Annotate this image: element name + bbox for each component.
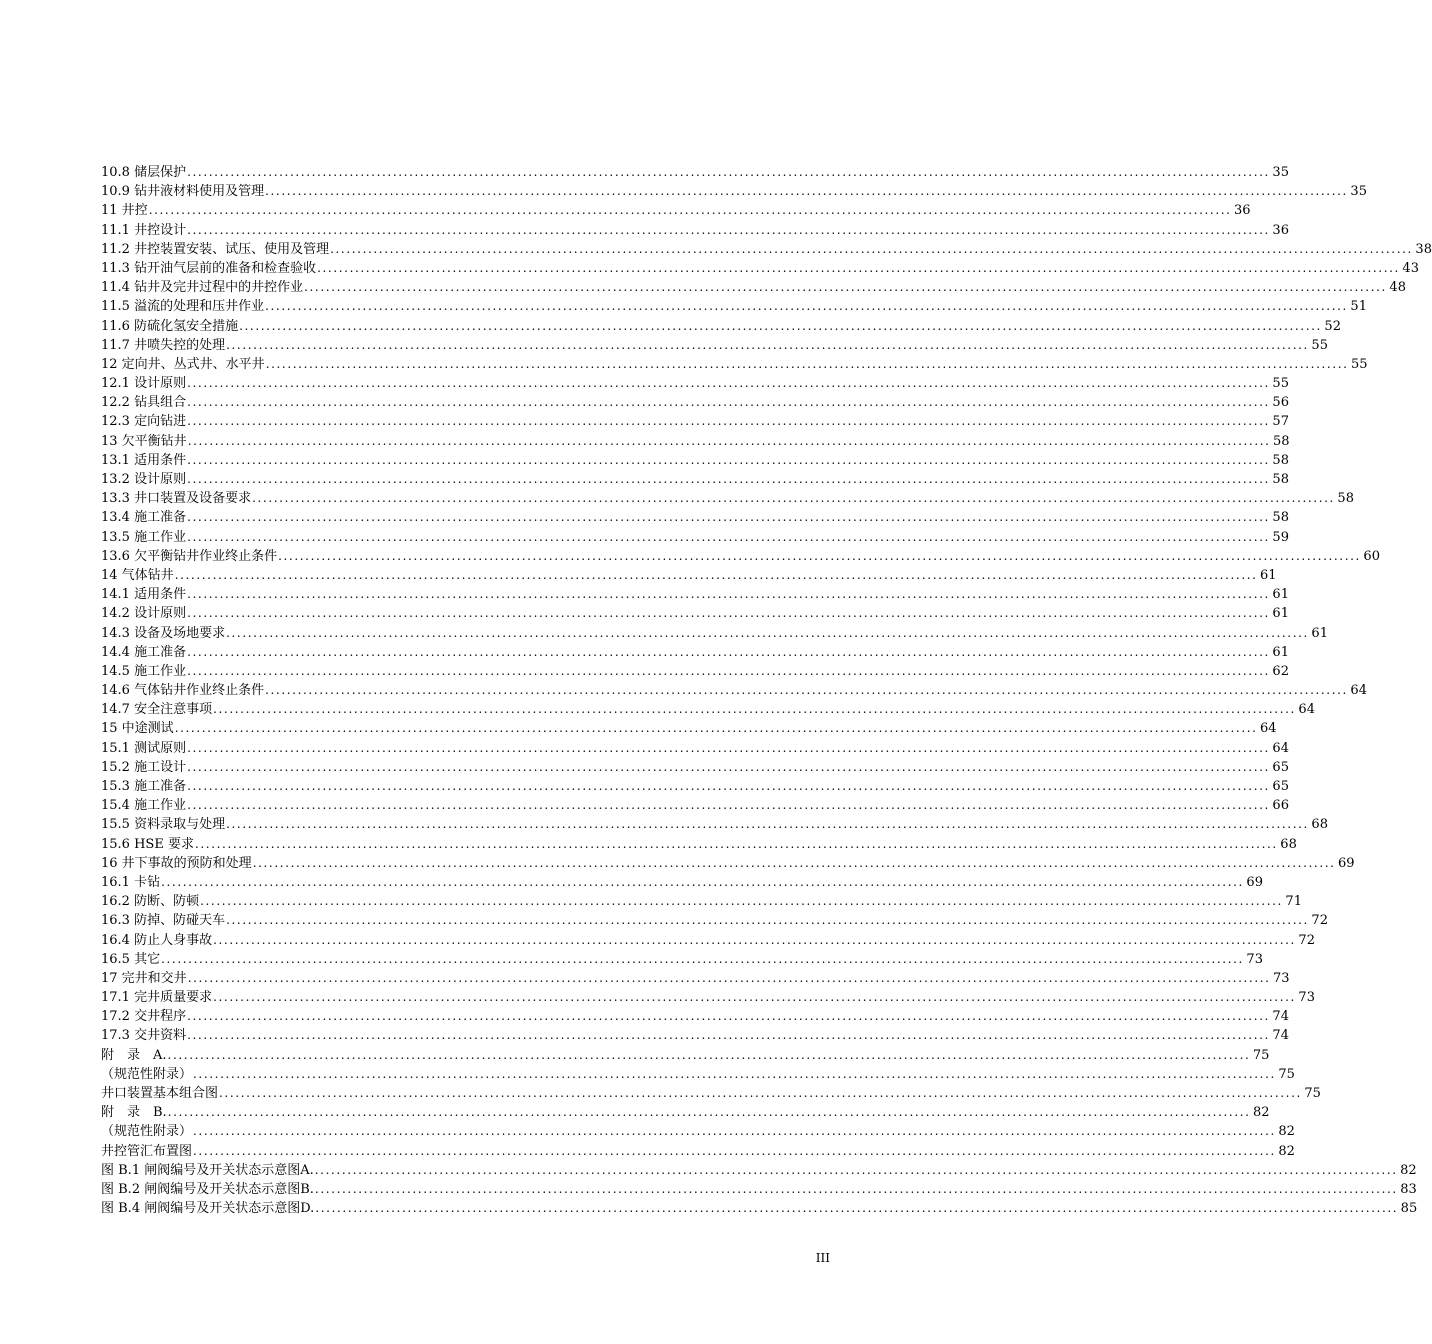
toc-entry-label: 11.7 井喷失控的处理 (101, 337, 226, 353)
toc-entry-label: 井控管汇布置图 (101, 1143, 193, 1159)
toc-entry-label: 10.9 钻井液材料使用及管理 (101, 184, 265, 200)
toc-entry-page: 61 (1260, 567, 1277, 583)
toc-entry-page: 43 (1402, 260, 1419, 276)
toc-leader-dots: ........................................................................................................................................................................................................ (213, 932, 1296, 947)
toc-entry-page: 68 (1311, 817, 1328, 833)
toc-entry[interactable] (101, 777, 1289, 796)
toc-entry-label: 图 B.1 闸阀编号及开关状态示意图A. (101, 1162, 314, 1178)
toc-entry-label: 12.1 设计原则 (101, 376, 187, 392)
toc-entry[interactable] (101, 950, 1263, 969)
toc-entry-page: 65 (1272, 759, 1289, 775)
toc-leader-dots: ........................................................................................................................................................................................................ (314, 1181, 1398, 1196)
toc-entry-label: 14.4 施工准备 (101, 644, 187, 660)
toc-leader-dots: ........................................................................................................................................................................................................ (265, 356, 1349, 371)
toc-entry-page: 69 (1338, 855, 1355, 871)
toc-entry-page: 55 (1272, 376, 1289, 392)
toc-entry[interactable] (101, 336, 1328, 355)
toc-leader-dots: ........................................................................................................................................................................................................ (304, 280, 1387, 295)
toc-entry-page: 64 (1298, 702, 1315, 718)
toc-entry[interactable] (101, 854, 1355, 873)
toc-entry-label: 15.1 测试原则 (101, 740, 187, 756)
toc-entry[interactable] (101, 1161, 1417, 1180)
toc-entry[interactable] (101, 1199, 1418, 1218)
toc-leader-dots: ........................................................................................................................................................................................................ (187, 606, 1270, 621)
toc-entry-page: 65 (1272, 779, 1289, 794)
toc-leader-dots: ........................................................................................................................................................................................................ (187, 798, 1270, 813)
toc-entry-page: 58 (1273, 433, 1290, 449)
toc-leader-dots: ........................................................................................................................................................................................................ (213, 990, 1296, 1005)
toc-entry-label: 15.2 施工设计 (101, 759, 187, 775)
toc-entry-label: 17 完井和交井 (101, 970, 187, 986)
toc-entry-page: 38 (1415, 241, 1432, 257)
toc-leader-dots: ........................................................................................................................................................................................................ (167, 1105, 1251, 1120)
toc-entry[interactable] (101, 1103, 1270, 1122)
toc-entry-page: 35 (1272, 165, 1289, 180)
toc-entry-label: 16.5 其它 (101, 951, 161, 967)
toc-entry-label: 11.1 井控设计 (101, 222, 187, 238)
toc-entry[interactable] (101, 815, 1328, 834)
toc-leader-dots: ........................................................................................................................................................................................................ (187, 740, 1270, 755)
toc-entry-label: 16 井下事故的预防和处理 (101, 855, 252, 871)
toc-entry-label: 12.2 钻具组合 (101, 395, 187, 411)
toc-entry-page: 64 (1260, 721, 1277, 737)
toc-entry-label: 12 定向井、丛式井、水平井 (101, 356, 265, 372)
toc-leader-dots: ........................................................................................................................................................................................................ (278, 548, 1361, 563)
toc-leader-dots: ........................................................................................................................................................................................................ (148, 203, 1232, 218)
toc-entry-page: 82 (1253, 1105, 1270, 1121)
toc-leader-dots: ........................................................................................................................................................................................................ (252, 855, 1336, 870)
toc-entry-page: 72 (1311, 913, 1328, 929)
toc-entry-label: 17.3 交井资料 (101, 1028, 187, 1044)
toc-entry-label: 附 录 A. (101, 1047, 167, 1063)
toc-leader-dots: ........................................................................................................................................................................................................ (200, 894, 1283, 909)
toc-entry[interactable] (101, 221, 1289, 240)
toc-entry-page: 74 (1272, 1028, 1289, 1044)
toc-entry-label: 11.3 钻开油气层前的准备和检查验收 (101, 260, 317, 276)
toc-entry-page: 61 (1272, 587, 1289, 603)
toc-entry[interactable] (101, 931, 1315, 950)
toc-leader-dots: ........................................................................................................................................................................................................ (194, 836, 1278, 851)
toc-entry-label: 15 中途测试 (101, 721, 174, 737)
toc-leader-dots: ........................................................................................................................................................................................................ (265, 184, 1348, 199)
toc-entry-page: 82 (1400, 1162, 1417, 1178)
toc-leader-dots: ........................................................................................................................................................................................................ (187, 779, 1270, 793)
toc-entry-page: 35 (1350, 184, 1367, 200)
toc-entry-label: 图 B.2 闸阀编号及开关状态示意图B. (101, 1181, 314, 1197)
toc-entry-page: 73 (1273, 970, 1290, 986)
toc-leader-dots: ........................................................................................................................................................................................................ (187, 663, 1270, 678)
toc-entry-page: 61 (1272, 644, 1289, 660)
toc-entry-label: 井口装置基本组合图 (101, 1086, 219, 1101)
toc-entry-page: 75 (1278, 1066, 1295, 1082)
toc-entry[interactable] (101, 1084, 1321, 1103)
toc-entry[interactable] (101, 278, 1406, 297)
toc-entry-label: 15.4 施工作业 (101, 798, 187, 814)
toc-entry-label: 16.4 防止人身事故 (101, 932, 213, 948)
toc-entry-page: 58 (1337, 491, 1354, 507)
toc-entry-label: 11.6 防硫化氢安全措施 (101, 318, 239, 334)
toc-entry[interactable] (101, 412, 1289, 431)
toc-entry-page: 68 (1280, 836, 1297, 852)
toc-leader-dots: ........................................................................................................................................................................................................ (219, 1086, 1302, 1100)
toc-entry-label: 13.3 井口装置及设备要求 (101, 491, 252, 507)
toc-entry-page: 36 (1234, 203, 1251, 219)
toc-entry[interactable] (101, 662, 1289, 681)
toc-entry-page: 64 (1350, 683, 1367, 699)
toc-entry[interactable] (101, 892, 1302, 911)
toc-entry-page: 55 (1351, 356, 1368, 372)
toc-leader-dots: ........................................................................................................................................................................................................ (187, 644, 1270, 659)
toc-entry-page: 51 (1350, 299, 1367, 315)
toc-entry[interactable] (101, 317, 1341, 336)
toc-entry-page: 58 (1272, 510, 1289, 526)
toc-entry-page: 73 (1298, 990, 1315, 1006)
toc-entry-page: 57 (1272, 414, 1289, 430)
toc-entry-page: 82 (1278, 1124, 1295, 1140)
toc-entry-label: 17.1 完井质量要求 (101, 990, 213, 1006)
toc-entry[interactable] (101, 1026, 1289, 1045)
toc-entry[interactable] (101, 681, 1367, 700)
toc-entry-label: 15.3 施工准备 (101, 779, 187, 794)
toc-entry-label: 14.5 施工作业 (101, 663, 187, 679)
toc-leader-dots: ........................................................................................................................................................................................................ (239, 318, 1322, 333)
toc-entry-page: 36 (1272, 222, 1289, 238)
toc-entry-page: 73 (1246, 951, 1263, 967)
toc-entry[interactable] (101, 508, 1289, 527)
toc-leader-dots: ........................................................................................................................................................................................................ (187, 587, 1270, 602)
toc-entry[interactable] (101, 988, 1315, 1007)
toc-entry-page: 62 (1272, 663, 1289, 679)
toc-entry-label: 14.1 适用条件 (101, 587, 187, 603)
toc-entry-page: 55 (1311, 337, 1328, 353)
toc-entry-label: 14.3 设备及场地要求 (101, 625, 226, 641)
toc-entry-label: 12.3 定向钻进 (101, 414, 187, 430)
toc-leader-dots: ........................................................................................................................................................................................................ (187, 414, 1270, 429)
toc-entry-page: 82 (1278, 1143, 1295, 1159)
toc-entry[interactable] (101, 1007, 1289, 1026)
toc-leader-dots: ........................................................................................................................................................................................................ (187, 970, 1271, 985)
toc-entry-label: 13.4 施工准备 (101, 510, 187, 526)
toc-entry[interactable] (101, 1122, 1295, 1141)
toc-entry[interactable] (101, 739, 1289, 758)
toc-entry-label: 16.1 卡钻 (101, 874, 161, 890)
toc-entry-label: 14.7 安全注意事项 (101, 702, 213, 718)
toc-entry-label: （规范性附录） (101, 1124, 193, 1140)
toc-entry-page: 71 (1285, 894, 1302, 910)
toc-entry-label: 附 录 B. (101, 1105, 167, 1121)
toc-entry-label: （规范性附录） (101, 1066, 193, 1082)
toc-entry[interactable] (101, 355, 1368, 374)
toc-entry[interactable] (101, 374, 1289, 393)
toc-entry[interactable] (101, 470, 1289, 489)
toc-leader-dots: ........................................................................................................................................................................................................ (193, 1124, 1276, 1139)
toc-leader-dots: ........................................................................................................................................................................................................ (252, 491, 1335, 506)
toc-leader-dots: ........................................................................................................................................................................................................ (330, 241, 1413, 256)
toc-entry[interactable] (101, 566, 1277, 585)
toc-entry-page: 48 (1389, 280, 1406, 296)
toc-leader-dots: ........................................................................................................................................................................................................ (193, 1066, 1276, 1081)
toc-entry-label: 13 欠平衡钻井 (101, 433, 187, 449)
toc-entry[interactable] (101, 1065, 1295, 1084)
toc-entry[interactable] (101, 182, 1367, 201)
toc-entry-label: 13.6 欠平衡钻井作业终止条件 (101, 548, 278, 564)
toc-entry[interactable] (101, 393, 1289, 412)
toc-leader-dots: ........................................................................................................................................................................................................ (187, 222, 1270, 237)
toc-entry-label: 13.1 适用条件 (101, 452, 187, 468)
toc-entry-label: 14 气体钻井 (101, 567, 174, 583)
toc-entry[interactable] (101, 969, 1290, 988)
toc-leader-dots: ........................................................................................................................................................................................................ (161, 874, 1244, 889)
toc-entry-label: 图 B.4 闸阀编号及开关状态示意图D. (101, 1201, 315, 1217)
toc-leader-dots: ........................................................................................................................................................................................................ (167, 1047, 1251, 1062)
toc-leader-dots: ........................................................................................................................................................................................................ (174, 721, 1258, 736)
toc-entry[interactable] (101, 835, 1297, 854)
toc-entry-page: 72 (1298, 932, 1315, 948)
toc-leader-dots: ........................................................................................................................................................................................................ (187, 395, 1270, 410)
toc-entry-label: 17.2 交井程序 (101, 1009, 187, 1025)
toc-entry-label: 11 井控 (101, 203, 148, 219)
page-number: III (815, 1251, 830, 1265)
toc-leader-dots: ........................................................................................................................................................................................................ (187, 433, 1271, 448)
toc-entry[interactable] (101, 585, 1289, 604)
toc-entry[interactable] (101, 201, 1251, 220)
toc-entry-page: 69 (1246, 874, 1263, 890)
toc-leader-dots: ........................................................................................................................................................................................................ (187, 165, 1270, 179)
toc-leader-dots: ........................................................................................................................................................................................................ (187, 452, 1270, 467)
toc-leader-dots: ........................................................................................................................................................................................................ (193, 1143, 1276, 1158)
toc-entry-page: 61 (1311, 625, 1328, 641)
toc-entry-page: 59 (1272, 529, 1289, 545)
toc-entry-page: 75 (1252, 1047, 1270, 1063)
toc-entry-label: 10.8 储层保护 (101, 165, 187, 180)
toc-entry[interactable] (101, 489, 1354, 508)
toc-leader-dots: ........................................................................................................................................................................................................ (317, 260, 1400, 275)
toc-entry-page: 52 (1324, 318, 1341, 334)
toc-entry[interactable] (101, 528, 1289, 547)
toc-entry-page: 66 (1272, 798, 1289, 814)
toc-entry-label: 14.2 设计原则 (101, 606, 187, 622)
toc-entry-page: 64 (1272, 740, 1289, 756)
toc-entry[interactable] (101, 643, 1289, 662)
toc-leader-dots: ........................................................................................................................................................................................................ (187, 1009, 1270, 1024)
toc-entry-page: 61 (1272, 606, 1289, 622)
toc-entry-page: 74 (1272, 1009, 1289, 1025)
toc-leader-dots: ........................................................................................................................................................................................................ (174, 567, 1258, 582)
toc-entry[interactable] (101, 758, 1289, 777)
toc-entry-page: 56 (1272, 395, 1289, 411)
toc-entry[interactable] (101, 297, 1367, 316)
toc-entry-label: 13.2 设计原则 (101, 472, 187, 487)
toc-entry[interactable] (101, 1142, 1295, 1161)
toc-entry-page: 85 (1400, 1201, 1418, 1217)
toc-leader-dots: ........................................................................................................................................................................................................ (187, 472, 1270, 486)
toc-entry-label: 14.6 气体钻井作业终止条件 (101, 683, 265, 699)
toc-leader-dots: ........................................................................................................................................................................................................ (226, 337, 1309, 352)
toc-entry-page: 58 (1272, 452, 1289, 468)
toc-leader-dots: ........................................................................................................................................................................................................ (265, 299, 1348, 314)
toc-entry[interactable] (101, 796, 1289, 815)
toc-leader-dots: ........................................................................................................................................................................................................ (187, 1028, 1270, 1043)
toc-leader-dots: ........................................................................................................................................................................................................ (265, 683, 1348, 698)
toc-entry[interactable] (101, 163, 1289, 182)
toc-entry[interactable] (101, 1046, 1270, 1065)
toc-entry[interactable] (101, 873, 1263, 892)
toc-entry[interactable] (101, 700, 1315, 719)
toc-entry-label: 16.2 防断、防顿 (101, 894, 200, 910)
toc-leader-dots: ........................................................................................................................................................................................................ (226, 913, 1309, 928)
toc-entry[interactable] (101, 604, 1289, 623)
toc-leader-dots: ........................................................................................................................................................................................................ (187, 376, 1270, 391)
toc-entry-label: 15.5 资料录取与处理 (101, 817, 226, 833)
toc-leader-dots: ........................................................................................................................................................................................................ (226, 625, 1309, 640)
toc-entry[interactable] (101, 719, 1277, 738)
toc-entry-label: 13.5 施工作业 (101, 529, 187, 545)
toc-entry-label: 11.2 井控装置安装、试压、使用及管理 (101, 241, 330, 257)
toc-leader-dots: ........................................................................................................................................................................................................ (187, 529, 1270, 544)
toc-entry-label: 11.4 钻井及完井过程中的井控作业 (101, 280, 304, 296)
toc-leader-dots: ........................................................................................................................................................................................................ (161, 951, 1244, 966)
toc-entry[interactable] (101, 432, 1290, 451)
toc-entry-page: 58 (1272, 472, 1289, 487)
toc-entry-label: 16.3 防掉、防碰天车 (101, 913, 226, 929)
toc-entry-page: 83 (1400, 1181, 1417, 1197)
toc-entry[interactable] (101, 259, 1419, 278)
toc-entry[interactable] (101, 624, 1328, 643)
toc-entry[interactable] (101, 547, 1380, 566)
toc-leader-dots: ........................................................................................................................................................................................................ (226, 817, 1309, 832)
toc-entry-page: 75 (1304, 1086, 1321, 1101)
toc-entry-label: 11.5 溢流的处理和压井作业 (101, 299, 265, 315)
toc-leader-dots: ........................................................................................................................................................................................................ (213, 702, 1296, 717)
toc-entry[interactable] (101, 911, 1328, 930)
toc-entry[interactable] (101, 1180, 1417, 1199)
toc-entry[interactable] (101, 240, 1432, 259)
toc-entry-label: 15.6 HSE 要求 (101, 836, 194, 852)
table-of-contents (101, 163, 1432, 1218)
toc-leader-dots: ........................................................................................................................................................................................................ (314, 1162, 1398, 1177)
toc-leader-dots: ........................................................................................................................................................................................................ (187, 759, 1270, 774)
toc-leader-dots: ........................................................................................................................................................................................................ (315, 1201, 1399, 1216)
toc-entry[interactable] (101, 451, 1289, 470)
toc-entry-page: 60 (1363, 548, 1380, 564)
toc-leader-dots: ........................................................................................................................................................................................................ (187, 510, 1270, 525)
